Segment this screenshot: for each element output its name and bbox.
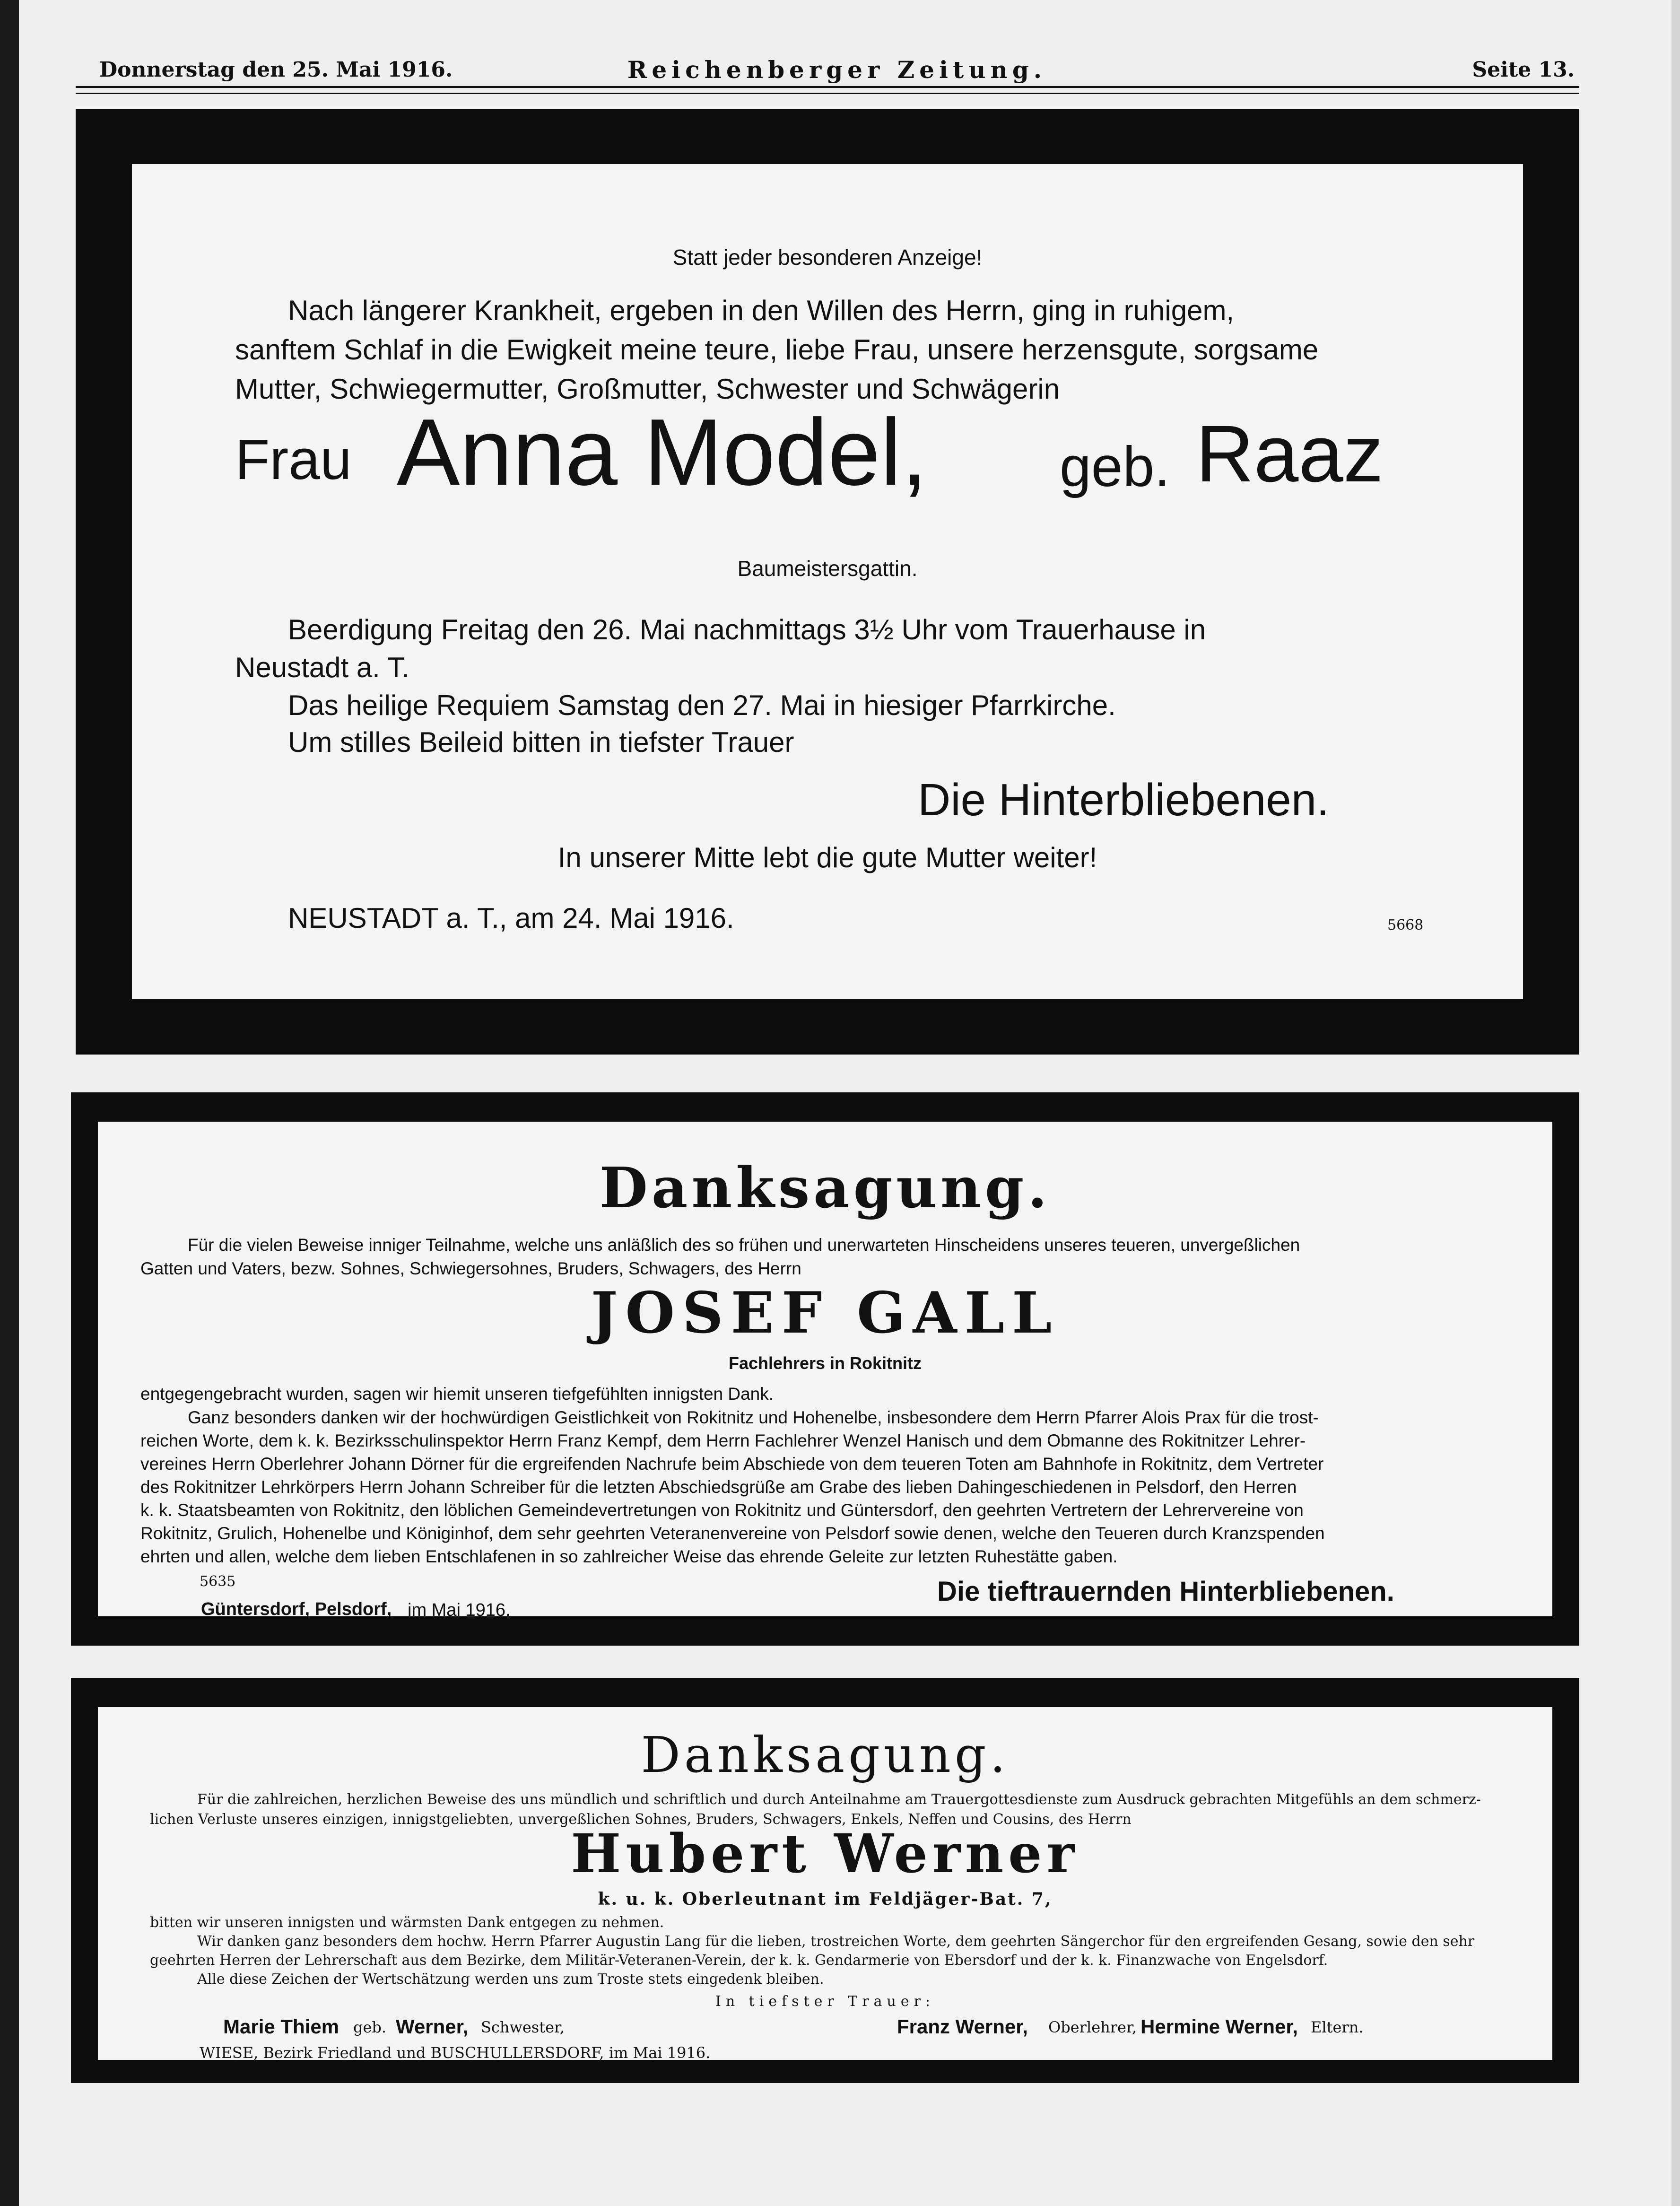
newspaper-title: Reichenberger Zeitung. — [627, 56, 1047, 84]
thanks-body-line: Wir danken ganz besonders dem hochw. Herrn Pfarrer Augustin Lang für die lieben, trostreichen Worte, dem geehrten Sängerchor für den ergreifenden Gesang, sowie den sehr — [197, 1933, 1475, 1950]
notice-signature: Die Hinterbliebenen. — [918, 775, 1329, 825]
thanks-body-line: Rokitnitz, Grulich, Hohenelbe und Königinhof, dem sehr geehrten Veteranenvereine von Pelsdorf sowie denen, welche den Teueren durch Kranzspenden — [140, 1524, 1325, 1543]
thanks-body-line: entgegengebracht wurden, sagen wir hiemit unseren tiefgefühlten innigsten Dank. — [140, 1384, 774, 1404]
page-header — [95, 53, 1579, 91]
thanks-body-line: bitten wir unseren innigsten und wärmsten Dank entgegen zu nehmen. — [150, 1914, 664, 1931]
deceased-name: Anna Model, — [397, 400, 928, 505]
header-rule — [76, 86, 1579, 88]
deceased-name-prefix: Frau — [235, 428, 352, 491]
thanks-body-line: ehrten und allen, welche dem lieben Entschlafenen in so zahlreicher Weise das ehrende Geleite zur letzten Ruhestätte gaben. — [140, 1547, 1118, 1566]
deceased-geb: geb. — [1060, 435, 1170, 498]
thanks-date: im Mai 1916. — [408, 1600, 511, 1620]
deceased-occupation: Baumeistersgattin. — [737, 556, 918, 581]
deceased-name: JOSEF GALL — [591, 1280, 1060, 1346]
thanks-body-line: reichen Worte, dem k. k. Bezirksschulinspektor Herrn Franz Kempf, dem Herrn Fachlehrer Wenzel Hanisch und dem Obmanne des Rokitnitzer Lehrer- — [140, 1431, 1306, 1450]
notice-motto: In unserer Mitte lebt die gute Mutter weiter! — [557, 842, 1097, 873]
deceased-maiden-name: Raaz — [1196, 409, 1384, 499]
thanks-intro-line: Für die zahlreichen, herzlichen Beweise des uns mündlich und schriftlich und durch Anteilnahme am Trauergottesdienste zum Ausdruck gebrachten Mitgefühls an dem schmerz- — [197, 1791, 1481, 1808]
scan-edge-right — [1671, 0, 1680, 2206]
thanks-place: Güntersdorf, Pelsdorf, — [201, 1599, 392, 1619]
thanks-body-line: geehrten Herren der Lehrerschaft aus dem Bezirke, dem Militär-Veteranen-Verein, der k. k. Gendarmerie von Ebersdorf und der k. k. Finanzwache von Engelsdorf. — [150, 1952, 1328, 1969]
scan-edge-left — [0, 0, 19, 2206]
signer-role: Oberlehrer, — [1048, 2018, 1137, 2036]
deceased-title: Fachlehrers in Rokitnitz — [728, 1353, 922, 1373]
signer-name: Franz Werner, — [897, 2015, 1028, 2038]
header-date: Donnerstag den 25. Mai 1916. — [99, 58, 453, 82]
notice-text-line: sanftem Schlaf in die Ewigkeit meine teure, liebe Frau, unsere herzensgute, sorgsame — [235, 334, 1319, 366]
thanks-body-line: Ganz besonders danken wir der hochwürdigen Geistlichkeit von Rokitnitz und Hohenelbe, insbesondere dem Herrn Pfarrer Alois Prax für die trost- — [188, 1408, 1319, 1427]
signer-role: Schwester, — [481, 2018, 565, 2036]
notice-text-line: Nach längerer Krankheit, ergeben in den Willen des Herrn, ging in ruhigem, — [288, 295, 1235, 326]
notice-number: 5668 — [1387, 917, 1424, 933]
thanks-body-line: Alle diese Zeichen der Wertschätzung werden uns zum Troste stets eingedenk bleiben. — [197, 1971, 824, 1988]
thanks-intro-line: Gatten und Vaters, bezw. Sohnes, Schwiegersohnes, Bruders, Schwagers, des Herrn — [140, 1259, 801, 1278]
thanks-intro-line: lichen Verluste unseres einzigen, innigstgeliebten, unvergeßlichen Sohnes, Bruders, Schwagers, Enkels, Neffen und Cousins, des Herrn — [150, 1811, 1132, 1828]
thanks-title: Danksagung. — [641, 1726, 1010, 1784]
funeral-line: Beerdigung Freitag den 26. Mai nachmittags 3½ Uhr vom Trauerhause in — [288, 614, 1206, 645]
funeral-line: Neustadt a. T. — [235, 652, 410, 683]
thanks-place-date: WIESE, Bezirk Friedland und BUSCHULLERSDORF, im Mai 1916. — [200, 2044, 711, 2062]
signer-role: Eltern. — [1311, 2018, 1364, 2036]
notice-intro: Statt jeder besonderen Anzeige! — [672, 245, 983, 270]
thanks-body-line: k. k. Staatsbeamten von Rokitnitz, den löblichen Gemeindevertretungen von Rokitnitz und Güntersdorf, den geehrten Vertretern der Lehrervereine von — [140, 1500, 1304, 1520]
thanks-signature: Die tieftrauernden Hinterbliebenen. — [937, 1576, 1394, 1607]
signer-geb: geb. — [353, 2018, 387, 2036]
thanks-notice-werner-frame — [71, 1678, 1579, 2083]
thanks-intro-line: Für die vielen Beweise inniger Teilnahme, welche uns anläßlich des so frühen und unerwarteten Hinscheidens unseres teueren, unvergeßlichen — [188, 1235, 1300, 1255]
thanks-notice-gall — [95, 1118, 1556, 1620]
thanks-notice-werner — [95, 1704, 1556, 2063]
thanks-notice-gall-frame — [71, 1092, 1579, 1646]
requiem-line: Das heilige Requiem Samstag den 27. Mai in hiesiger Pfarrkirche. — [288, 689, 1116, 721]
thanks-body-line: des Rokitnitzer Lehrkörpers Herrn Johann Schreiber für die letzten Abschiedsgrüße am Grabe des lieben Dahingeschiedenen in Pelsdorf, den Herren — [140, 1477, 1297, 1497]
notice-place-date: NEUSTADT a. T., am 24. Mai 1916. — [288, 902, 734, 934]
header-rule-second — [76, 93, 1579, 94]
thanks-number: 5635 — [200, 1573, 236, 1590]
thanks-title: Danksagung. — [599, 1155, 1051, 1221]
deceased-name: Hubert Werner — [571, 1823, 1079, 1885]
page-number: Seite 13. — [1472, 58, 1575, 82]
condolence-line: Um stilles Beileid bitten in tiefster Trauer — [288, 726, 794, 758]
notice-text-line: Mutter, Schwiegermutter, Großmutter, Schwester und Schwägerin — [235, 373, 1060, 405]
signer-surname: Werner, — [396, 2015, 469, 2038]
mourning-line: In tiefster Trauer: — [715, 1993, 935, 2010]
deceased-rank: k. u. k. Oberleutnant im Feldjäger-Bat. 7, — [598, 1889, 1053, 1909]
death-notice-frame — [76, 109, 1579, 1055]
signer-name: Hermine Werner, — [1140, 2015, 1298, 2038]
death-notice — [129, 161, 1526, 1003]
thanks-body-line: vereines Herrn Oberlehrer Johann Dörner für die ergreifenden Nachrufe beim Abschiede von dem teueren Toten am Bahnhofe in Rokitnitz, dem Vertreter — [140, 1454, 1324, 1474]
signer-name: Marie Thiem — [223, 2015, 339, 2038]
